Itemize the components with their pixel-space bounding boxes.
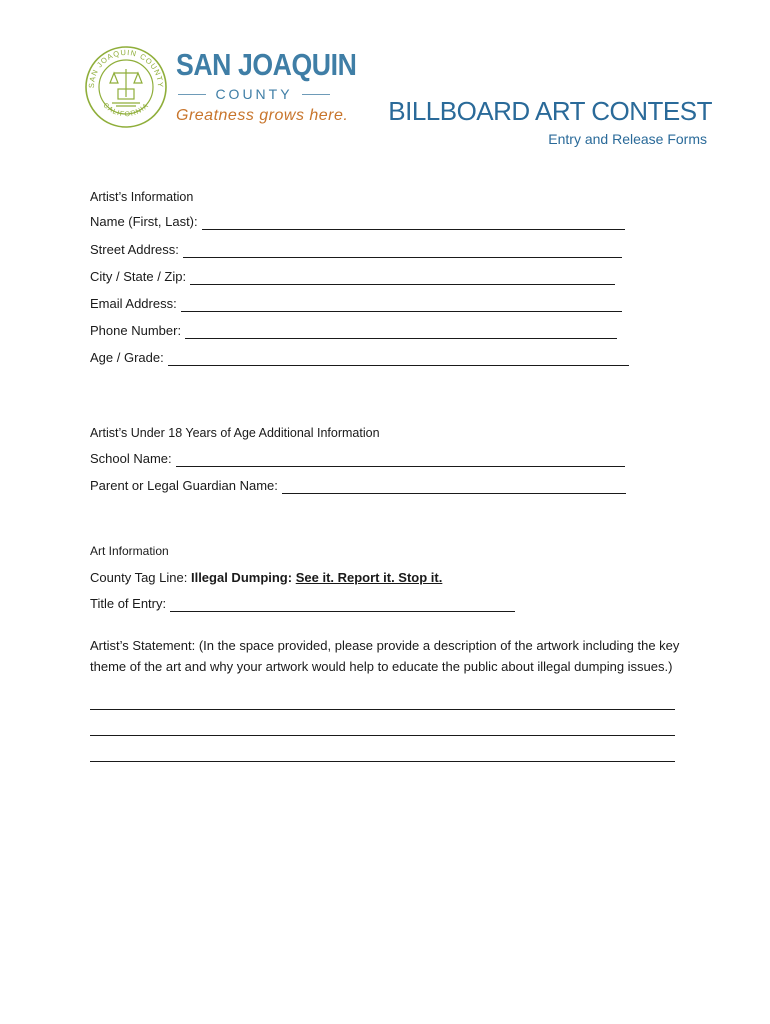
street-address-label: Street Address: <box>90 242 179 257</box>
name-field-input[interactable] <box>202 216 625 230</box>
artist-statement-instructions: Artist’s Statement: (In the space provided, please provide a description of the artwork including the key theme of the art and why your artwork would help to educate the public about illegal dumping issues.) <box>90 638 680 674</box>
art-info-heading: Art Information <box>90 544 169 558</box>
statement-line-3[interactable] <box>90 761 675 762</box>
seal-bottom-text: CALIFORNIA <box>101 102 151 119</box>
logo-wordmark: SAN JOAQUIN <box>176 47 357 82</box>
svg-text:CALIFORNIA <box>102 102 151 118</box>
guardian-name-input[interactable] <box>282 480 626 494</box>
age-grade-input[interactable] <box>168 352 629 366</box>
county-seal-logo <box>84 45 168 129</box>
logo-tagline: Greatness grows here. <box>176 107 349 124</box>
street-address-row <box>90 242 622 258</box>
name-field-row <box>90 214 625 230</box>
county-tagline-label: County Tag Line: <box>90 570 188 585</box>
school-name-input[interactable] <box>176 453 625 467</box>
statement-line-2[interactable] <box>90 735 675 736</box>
email-address-row <box>90 296 622 312</box>
seal-top-text: SAN JOAQUIN COUNTY <box>86 47 166 89</box>
guardian-name-row <box>90 478 626 494</box>
entry-title-input[interactable] <box>170 598 515 612</box>
county-tagline-row <box>90 570 442 586</box>
age-grade-label: Age / Grade: <box>90 350 164 365</box>
city-state-zip-input[interactable] <box>190 271 615 285</box>
email-address-label: Email Address: <box>90 296 177 311</box>
document-subtitle: Entry and Release Forms <box>548 131 707 147</box>
guardian-name-label: Parent or Legal Guardian Name: <box>90 478 278 493</box>
logo-divider-right <box>302 94 330 95</box>
county-tagline-slogan: See it. Report it. Stop it. <box>295 570 443 585</box>
email-address-input[interactable] <box>181 298 622 312</box>
county-tagline-bold: Illegal Dumping: <box>190 570 293 585</box>
age-grade-row <box>90 350 629 366</box>
logo-county-row <box>178 85 330 103</box>
logo-county-text: COUNTY <box>215 86 293 102</box>
document-title: BILLBOARD ART CONTEST <box>388 96 712 126</box>
statement-line-1[interactable] <box>90 709 675 710</box>
phone-number-row <box>90 323 617 339</box>
school-name-row <box>90 451 625 467</box>
entry-title-label: Title of Entry: <box>90 596 167 611</box>
city-state-zip-label: City / State / Zip: <box>90 269 187 284</box>
street-address-input[interactable] <box>183 244 622 258</box>
entry-title-row <box>90 596 515 612</box>
name-field-label: Name (First, Last): <box>90 214 198 229</box>
city-state-zip-row <box>90 269 615 285</box>
phone-number-label: Phone Number: <box>90 323 182 338</box>
phone-number-input[interactable] <box>185 325 617 339</box>
school-name-label: School Name: <box>90 451 172 466</box>
under-18-heading: Artist’s Under 18 Years of Age Additional Information <box>90 426 380 440</box>
artist-info-heading: Artist’s Information <box>90 190 194 204</box>
